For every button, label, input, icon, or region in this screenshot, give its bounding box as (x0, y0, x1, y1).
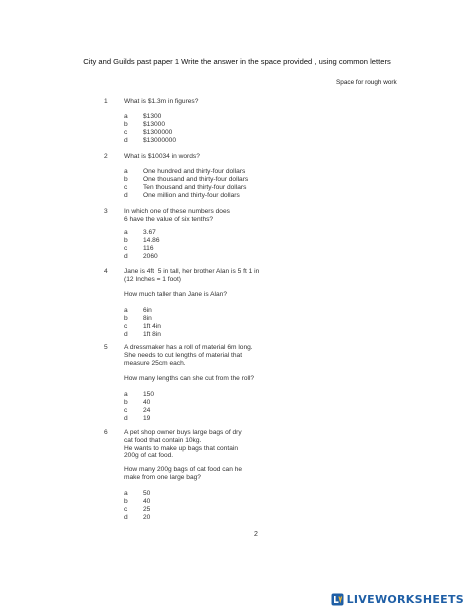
option-text: 1ft 4in (143, 323, 161, 330)
question-number: 3 (104, 208, 108, 215)
question-number: 5 (104, 344, 108, 351)
option-letter: a (124, 168, 128, 175)
option-letter: a (124, 490, 128, 497)
brand-name: LIVEWORKSHEETS (346, 592, 464, 606)
option-letter: a (124, 391, 128, 398)
liveworksheets-logo[interactable] (331, 592, 464, 606)
option-letter: d (124, 331, 128, 338)
question-text: A pet shop owner buys large bags of dry cat food that contain 10kg. He wants to make up bags that contain 200g of cat food. (124, 429, 242, 460)
option-text: 20 (143, 514, 151, 521)
question-text: A dressmaker has a roll of material 6m long. She needs to cut lengths of material that measure 25cm each. (124, 344, 253, 367)
option-letter: b (124, 121, 128, 128)
option-letter: c (124, 506, 128, 513)
question-subtext: How many 200g bags of cat food can he make from one large bag? (124, 466, 243, 481)
option-letter: c (124, 184, 128, 191)
option-text: $13000000 (143, 137, 177, 144)
question-text: What is $1.3m in figures? (124, 98, 199, 105)
question-number: 1 (104, 98, 108, 105)
option-letter: d (124, 192, 128, 199)
option-letter: c (124, 129, 128, 136)
option-letter: a (124, 229, 128, 236)
option-letter: d (124, 137, 128, 144)
option-text: One hundred and thirty-four dollars (143, 168, 246, 175)
option-text: 116 (143, 245, 154, 252)
option-letter: c (124, 407, 128, 414)
option-text: 150 (143, 391, 155, 398)
option-letter: b (124, 237, 128, 244)
option-text: $1300000 (143, 129, 173, 136)
rough-work-label: Space for rough work (336, 79, 397, 86)
option-text: 40 (143, 498, 151, 505)
question-number: 6 (104, 429, 108, 436)
option-text: One million and thirty-four dollars (143, 192, 240, 199)
page-number: 2 (254, 531, 258, 538)
option-letter: c (124, 323, 128, 330)
option-text: 50 (143, 490, 151, 497)
option-letter: b (124, 315, 128, 322)
option-text: 3.67 (143, 229, 156, 236)
liveworksheets-icon (331, 593, 344, 606)
question-subtext: How much taller than Jane is Alan? (124, 291, 227, 298)
question-text: What is $10034 in words? (124, 153, 200, 160)
question-text: In which one of these numbers does 6 have the value of six tenths? (124, 208, 230, 223)
option-text: $13000 (143, 121, 166, 128)
option-letter: d (124, 253, 128, 260)
option-text: 14.86 (143, 237, 160, 244)
option-letter: a (124, 113, 128, 120)
option-text: One thousand and thirty-four dollars (143, 176, 249, 183)
option-text: 1ft 8in (143, 331, 161, 338)
question-text: Jane is 4ft 5 in tall, her brother Alan is 5 ft 1 in (12 Inches = 1 foot) (124, 268, 260, 283)
worksheet-title: City and Guilds past paper 1 Write the answer in the space provided , using common letters (83, 57, 391, 66)
option-text: $1300 (143, 113, 162, 120)
option-text: 40 (143, 399, 151, 406)
option-text: 24 (143, 407, 151, 414)
option-letter: b (124, 176, 128, 183)
question-number: 2 (104, 153, 108, 160)
option-letter: b (124, 399, 128, 406)
option-text: 6in (143, 307, 152, 314)
option-text: 25 (143, 506, 151, 513)
question-number: 4 (104, 268, 108, 275)
option-text: 8in (143, 315, 152, 322)
option-text: 19 (143, 415, 151, 422)
option-letter: b (124, 498, 128, 505)
option-letter: a (124, 307, 128, 314)
question-subtext: How many lengths can she cut from the roll? (124, 375, 255, 382)
option-letter: c (124, 245, 128, 252)
option-letter: d (124, 415, 128, 422)
option-letter: d (124, 514, 128, 521)
option-text: Ten thousand and thirty-four dollars (143, 184, 247, 191)
option-text: 2060 (143, 253, 158, 260)
